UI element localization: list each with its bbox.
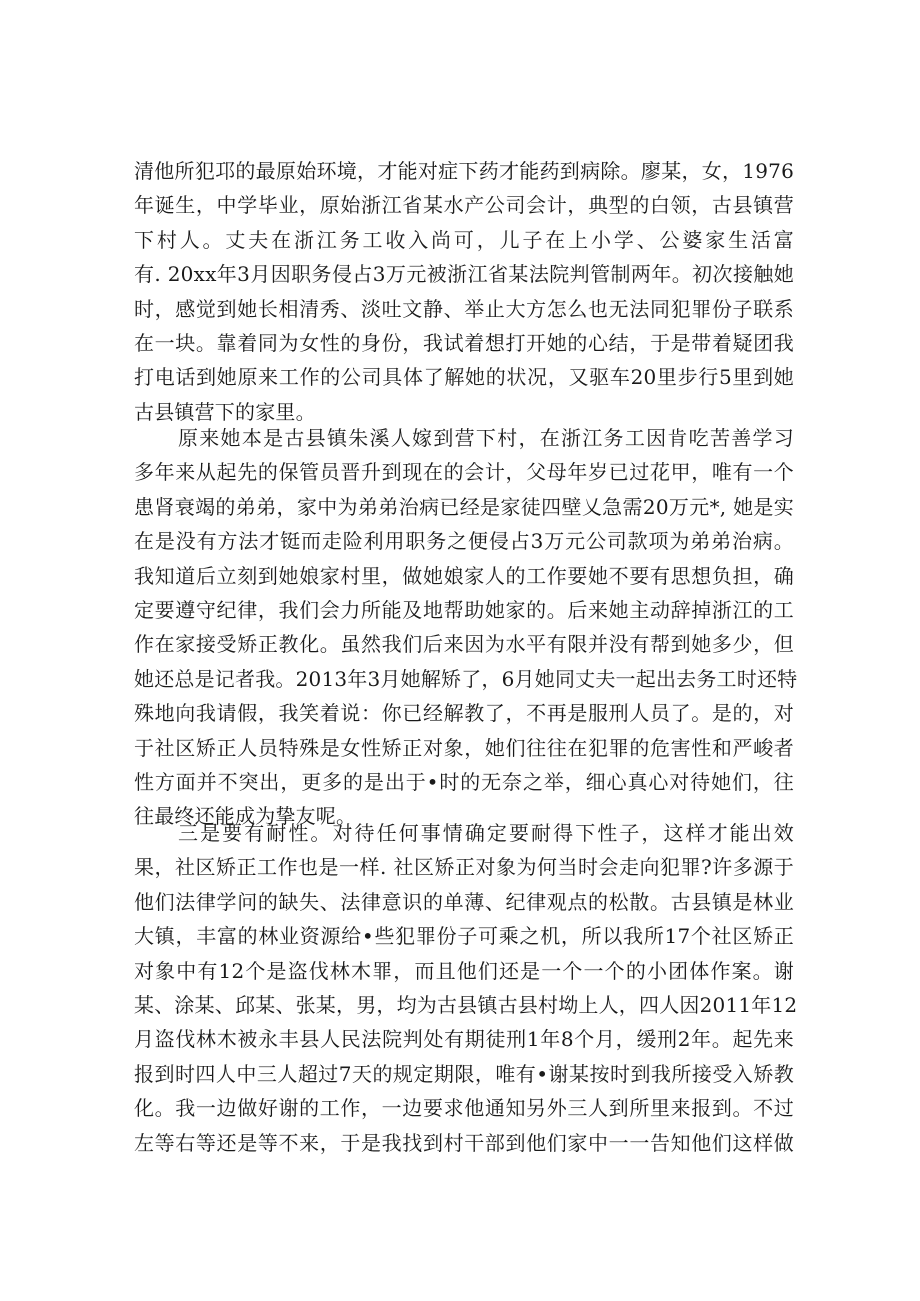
text-line: 古县镇营下的家里。 (134, 399, 316, 424)
text-line: 果，社区矫正工作也是一样. 社区矫正对象为何当时会走向犯罪?许多源于 (134, 855, 794, 880)
text-line: 多年来从起先的保管员晋升到现在的会计，父母年岁已过花甲，唯有一个 (134, 460, 794, 485)
text-line: 往最终还能成为挚友呢。 (134, 804, 357, 829)
text-line: 左等右等还是等不来，于是我找到村干部到他们家中一一告知他们这样做 (134, 1130, 794, 1155)
text-line: 某、涂某、邱某、张某，男，均为古县镇古县村坳上人，四人因2011年12 (134, 992, 798, 1017)
text-line: 大镇，丰富的林业资源给•些犯罪份子可乘之机，所以我所17个社区矫正 (134, 924, 794, 949)
text-line: 原来她本是古县镇朱溪人嫁到营下村，在浙江务工因肯吃苦善学习 (178, 426, 794, 450)
text-line: 打电话到她原来工作的公司具体了解她的状况，又驱车20里步行5里到她 (134, 365, 794, 390)
text-line: 我知道后立刻到她娘家村里，做她娘家人的工作要她不要有思想负担，确 (134, 563, 794, 588)
text-line: 月盗伐林木被永丰县人民法院判处有期徒刑1年8个月，缓刑2年。起先来 (134, 1027, 794, 1052)
text-line: 患肾衰竭的弟弟，家中为弟弟治病已经是家徒四壁乂急需20万元*, 她是实 (134, 494, 794, 519)
text-line: 定要遵守纪律，我们会力所能及地帮助她家的。后来她主动辞掉浙江的工 (134, 597, 794, 622)
text-line: 化。我一边做好谢的工作，一边要求他通知另外三人到所里来报到。不过 (134, 1096, 794, 1121)
text-line: 年诞生，中学毕业，原始浙江省某水产公司会计，典型的白领，古县镇营 (134, 193, 794, 218)
text-line: 性方面并不突出，更多的是出于•时的无奈之举，细心真心对待她们，往 (134, 769, 794, 794)
text-line: 他们法律学问的缺失、法律意识的单薄、纪律观点的松散。古县镇是林业 (134, 889, 794, 914)
text-line: 报到时四人中三人超过7天的规定期限，唯有•谢某按时到我所接受入矫教 (134, 1061, 794, 1086)
paragraph-2 (134, 421, 798, 834)
text-line: 下村人。丈夫在浙江务工收入尚可，儿子在上小学、公婆家生活富 (134, 227, 794, 252)
text-line: 在一块。靠着同为女性的身份，我试着想打开她的心结，于是带着疑团我 (134, 330, 794, 355)
text-line: 对象中有12个是盗伐林木罪，而且他们还是一个一个的小团体作案。谢 (134, 958, 794, 983)
text-line: 在是没有方法才铤而走险利用职务之便侵占3万元公司款项为弟弟治病。 (134, 529, 794, 554)
text-line: 作在家接受矫正教化。虽然我们后来因为水平有限并没有帮到她多少，但 (134, 632, 794, 657)
paragraph-3 (134, 816, 798, 1160)
text-line: 有. 20xx年3月因职务侵占3万元被浙江省某法院判管制两年。初次接触她 (134, 262, 794, 287)
text-line: 时，感觉到她长相清秀、淡吐文静、举止大方怎么也无法同犯罪份子联系 (134, 296, 794, 321)
text-line: 清他所犯邛的最原始环境，才能对症下药才能药到病除。廖某，女，1976 (134, 159, 794, 183)
text-line: 三是要有耐性。对待任何事情确定要耐得下性子，这样才能出效 (178, 821, 794, 845)
text-line: 她还总是记者我。2013年3月她解矫了，6月她同丈夫一起出去务工时还特 (134, 666, 798, 691)
paragraph-1 (134, 154, 794, 429)
text-line: 于社区矫正人员特殊是女性矫正对象，她们往往在犯罪的危害性和严峻者 (134, 735, 794, 760)
text-line: 殊地向我请假，我笑着说：你已经解教了，不再是服刑人员了。是的，对 (134, 701, 794, 726)
